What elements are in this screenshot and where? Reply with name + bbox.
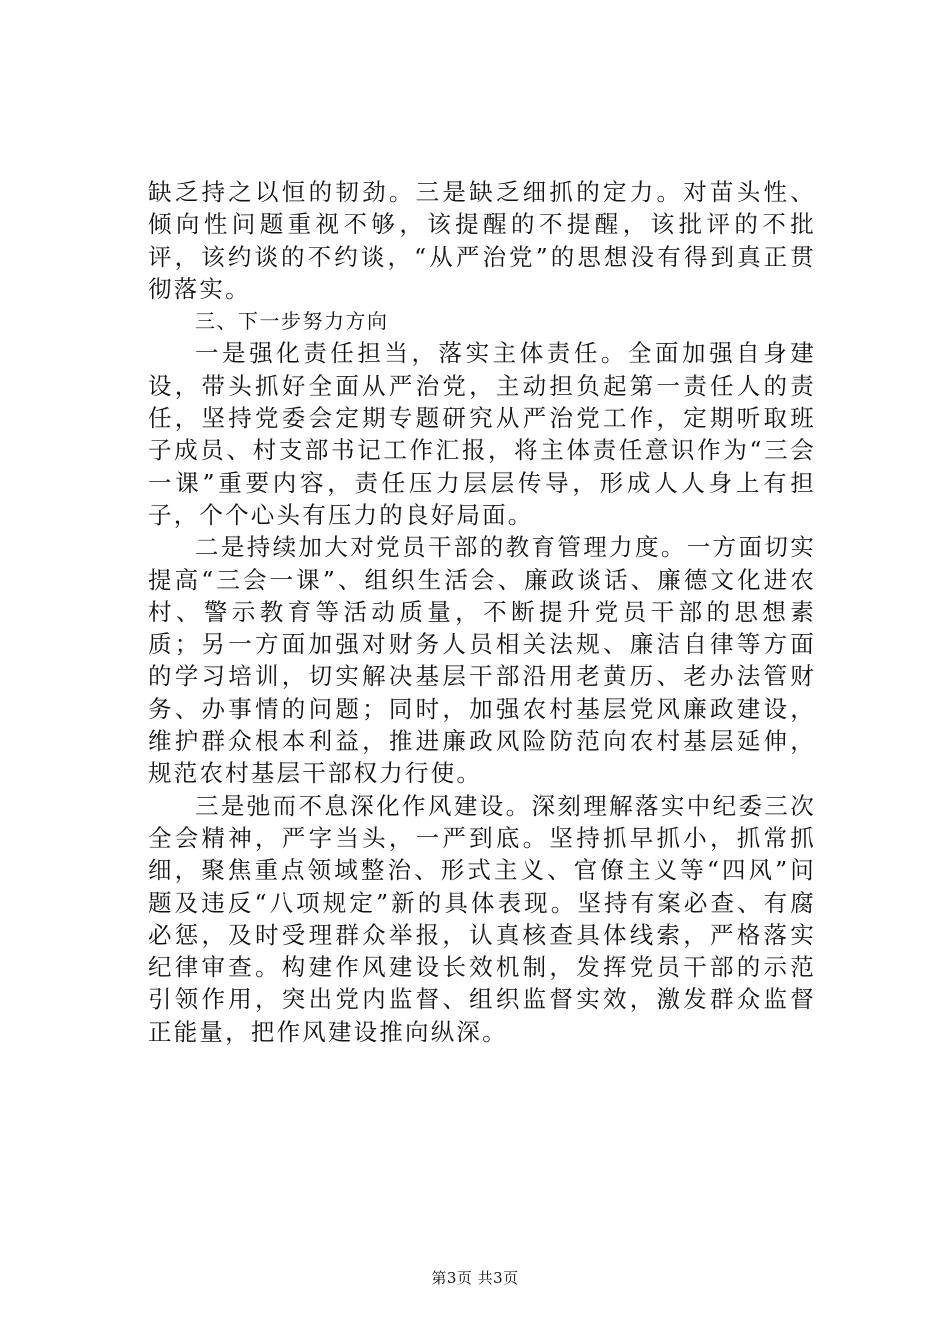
paragraph-item-3: 三是弛而不息深化作风建设。深刻理解落实中纪委三次全会精神，严字当头，一严到底。坚持抓早抓小，抓常抓细，聚焦重点领域整治、形式主义、官僚主义等“四风”问题及违反“八项规定”新的具体表现。坚持有案必查、有腐必惩，及时受理群众举报，认真核查具体线索，严格落实纪律审查。构建作风建设长效机制，发挥党员干部的示范引领作用，突出党内监督、组织监督实效，激发群众监督正能量，把作风建设推向纵深。: [148, 791, 816, 1046]
paragraph-continuation: 缺乏持之以恒的韧劲。三是缺乏细抓的定力。对苗头性、倾向性问题重视不够，该提醒的不提醒，该批评的不批评，该约谈的不约谈，“从严治党”的思想没有得到真正贯彻落实。: [148, 178, 816, 303]
paragraph-item-1: 一是强化责任担当，落实主体责任。全面加强自身建设，带头抓好全面从严治党，主动担负起第一责任人的责任，坚持党委会定期专题研究从严治党工作，定期听取班子成员、村支部书记工作汇报，将主体责任意识作为“三会一课”重要内容，责任压力层层传导，形成人人身上有担子，个个心头有压力的良好局面。: [148, 339, 816, 529]
paragraph-item-2: 二是持续加大对党员干部的教育管理力度。一方面切实提高“三会一课”、组织生活会、廉政谈话、廉德文化进农村、警示教育等活动质量，不断提升党员干部的思想素质；另一方面加强对财务人员相关法规、廉洁自律等方面的学习培训，切实解决基层干部沿用老黄历、老办法管财务、办事情的问题；同时，加强农村基层党风廉政建设，维护群众根本利益，推进廉政风险防范向农村基层延伸，规范农村基层干部权力行使。: [148, 533, 816, 788]
page-footer: 第3页 共3页: [431, 1269, 519, 1287]
document-body: [148, 176, 816, 1048]
section-heading: 三、下一步努力方向: [195, 309, 389, 334]
